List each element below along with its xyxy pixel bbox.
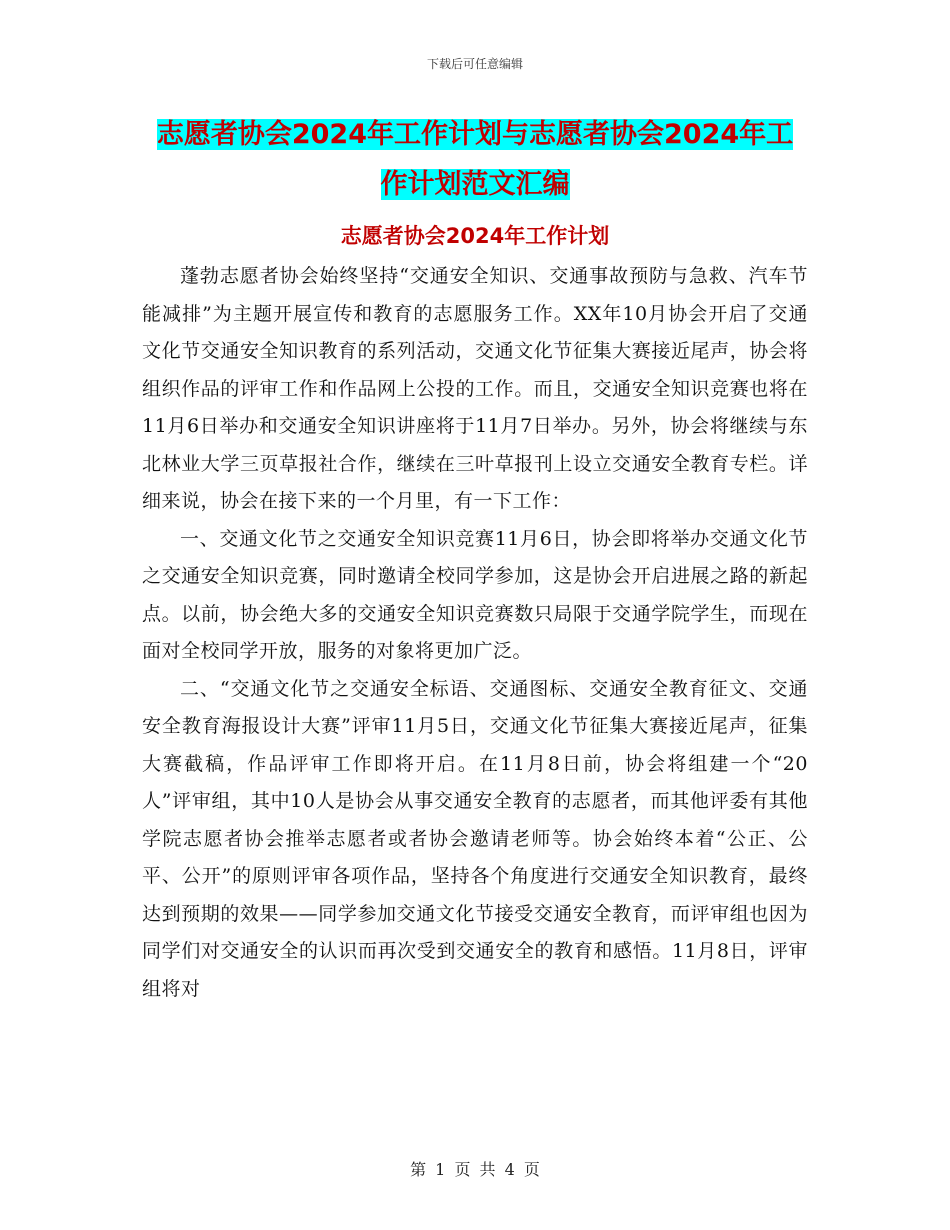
header-note: 下载后可任意编辑 (426, 57, 523, 71)
document-title (140, 110, 810, 210)
document-title-line-2: 作计划范文汇编 (380, 169, 570, 200)
document-title-line-1: 志愿者协会2024年工作计划与志愿者协会2024年工 (156, 119, 794, 150)
paragraph: 一、交通文化节之交通安全知识竞赛11月6日，协会即将举办交通文化节之交通安全知识竞赛，同时邀请全校同学参加，这是协会开启进展之路的新起点。以前，协会绝大多的交通安全知识竞赛数只局限于交通学院学生，而现在面对全校同学开放，服务的对象将更加广泛。 (142, 527, 808, 662)
section-title: 志愿者协会2024年工作计划 (340, 224, 610, 248)
document-body (142, 258, 808, 1008)
paragraph: 蓬勃志愿者协会始终坚持“交通安全知识、交通事故预防与急救、汽车节能减排”为主题开展宣传和教育的志愿服务工作。XX年10月协会开启了交通文化节交通安全知识教育的系列活动，交通文化节征集大赛接近尾声，协会将组织作品的评审工作和作品网上公投的工作。而且，交通安全知识竞赛也将在11月6日举办和交通安全知识讲座将于11月7日举办。另外，协会将继续与东北林业大学三页草报社合作，继续在三叶草报刊上设立交通安全教育专栏。详细来说，协会在接下来的一个月里，有一下工作： (142, 265, 808, 512)
paragraph: 二、“交通文化节之交通安全标语、交通图标、交通安全教育征文、交通安全教育海报设计大赛”评审11月5日，交通文化节征集大赛接近尾声，征集大赛截稿，作品评审工作即将开启。在11月8日前，协会将组建一个“20人”评审组，其中10人是协会从事交通安全教育的志愿者，而其他评委有其他学院志愿者协会推举志愿者或者协会邀请老师等。协会始终本着“公正、公平、公开”的原则评审各项作品，坚持各个角度进行交通安全知识教育，最终达到预期的效果——同学参加交通文化节接受交通安全教育，而评审组也因为同学们对交通安全的认识而再次受到交通安全的教育和感悟。11月8日，评审组将对 (142, 677, 808, 1000)
page-number-footer: 第 1 页 共 4 页 (410, 1160, 540, 1179)
